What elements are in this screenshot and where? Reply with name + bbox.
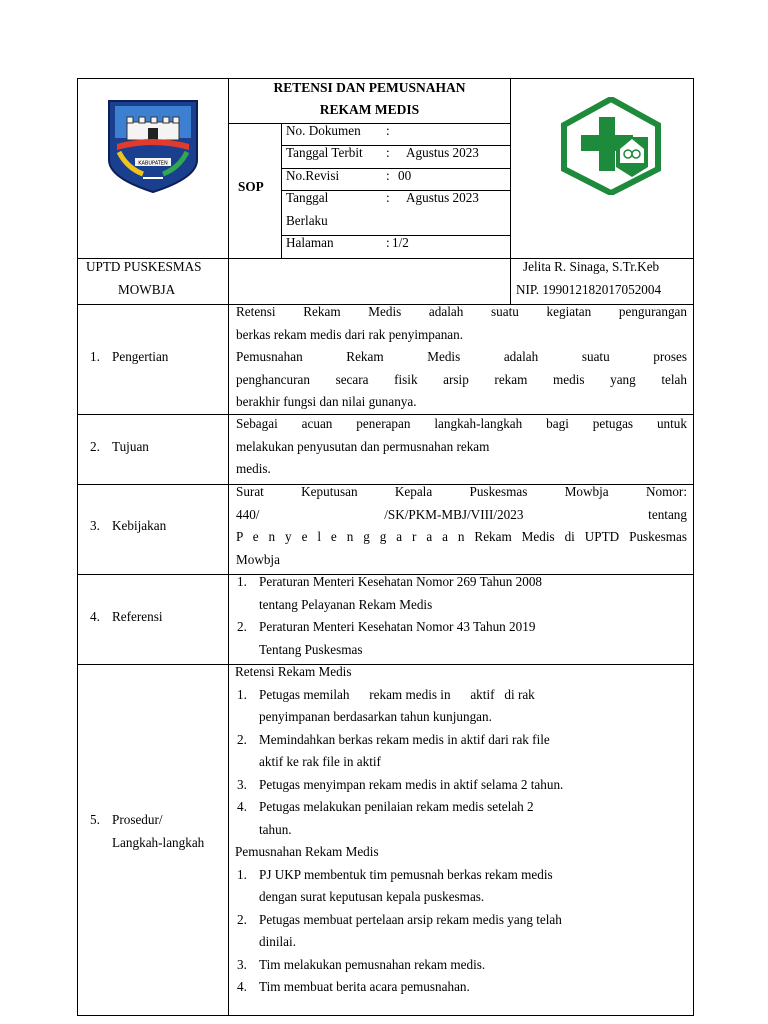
field-value: Agustus 2023 — [406, 190, 479, 205]
content-line: berakhir fungsi dan nilai gunanya. — [236, 394, 417, 409]
org-name-line-1: UPTD PUSKESMAS — [86, 259, 202, 274]
section-title: Pengertian — [112, 349, 169, 364]
section-content-prosedur — [231, 661, 687, 999]
item-line: penyimpanan berdasarkan tahun kunjungan. — [259, 709, 492, 724]
list-item — [231, 976, 687, 999]
section-number: 3. — [90, 518, 100, 533]
field-sep: : — [386, 145, 390, 160]
regency-emblem-icon — [105, 98, 201, 194]
field-label: No.Revisi — [286, 168, 340, 183]
title-line-1: RETENSI DAN PEMUSNAHAN — [273, 80, 466, 95]
item-line: dengan surat keputusan kepala puskesmas. — [259, 889, 485, 904]
section-title: Tujuan — [112, 439, 149, 454]
list-item — [231, 774, 687, 797]
item-line: tahun. — [259, 821, 292, 837]
content-line: Surat Keputusan Kepala Puskesmas Mowbja Nomor: — [236, 484, 687, 499]
list-item — [231, 954, 687, 977]
content-line: penghancuran secara fisik arsip rekam medis yang telah — [236, 371, 687, 387]
section-label-kebijakan — [90, 515, 166, 538]
item-line: aktif ke rak file in aktif — [259, 754, 381, 769]
section-content-pengertian — [236, 301, 687, 414]
content-line: Retensi Rekam Medis adalah suatu kegiatan pengurangan — [236, 304, 687, 319]
item-line: Petugas melakukan penilaian rekam medis setelah 2 — [259, 799, 534, 814]
section-title: Referensi — [112, 609, 163, 624]
table-border-right — [693, 78, 694, 1016]
content-line: P e n y e l e n g g a r a a n Rekam Medis di UPTD Puskesmas — [236, 529, 687, 544]
document-title — [229, 77, 510, 121]
item-line: Peraturan Menteri Kesehatan Nomor 43 Tahun 2019 — [259, 619, 536, 634]
table-divider — [228, 304, 229, 1016]
item-number: 2. — [237, 731, 247, 747]
list-item — [231, 729, 687, 774]
item-line: Tim membuat berita acara pemusnahan. — [259, 979, 470, 994]
sop-label: SOP — [238, 179, 264, 194]
puskesmas-cross-icon — [560, 97, 662, 195]
emblem-ribbon-text: KABUPATEN — [138, 160, 168, 167]
content-line: medis. — [236, 461, 271, 476]
section-number: 1. — [90, 349, 100, 364]
section-label-referensi — [90, 606, 163, 629]
section-label-prosedur — [90, 809, 204, 854]
item-line: dinilai. — [259, 934, 296, 949]
item-number: 3. — [237, 776, 247, 792]
table-border-bottom — [77, 1015, 694, 1016]
section-title: Kebijakan — [112, 518, 167, 533]
section-title-2: Langkah-langkah — [112, 834, 205, 850]
field-sep: : — [386, 190, 390, 205]
item-line: Tim melakukan pemusnahan rekam medis. — [259, 956, 486, 972]
list-item — [231, 909, 687, 954]
field-value: 1/2 — [392, 235, 409, 250]
item-number: 1. — [237, 686, 247, 702]
field-label: Berlaku — [286, 213, 328, 228]
section-number: 5. — [90, 812, 100, 827]
retensi-heading: Retensi Rekam Medis — [235, 664, 352, 679]
field-value: 00 — [398, 168, 412, 183]
title-line-2: REKAM MEDIS — [319, 102, 420, 117]
section-content-tujuan — [236, 413, 687, 481]
item-number: 2. — [237, 619, 247, 634]
item-number: 2. — [237, 911, 247, 927]
list-item — [231, 616, 687, 661]
item-line: Petugas membuat pertelaan arsip rekam medis yang telah — [259, 911, 562, 927]
item-number: 4. — [237, 799, 247, 814]
list-item — [231, 864, 687, 909]
section-number: 4. — [90, 609, 100, 624]
signer-nip: NIP. 199012182017052004 — [516, 282, 662, 297]
field-sep: : — [386, 123, 390, 138]
content-line: Mowbja — [236, 551, 280, 567]
content-line: Pemusnahan Rekam Medis adalah suatu proses — [236, 349, 687, 364]
section-number: 2. — [90, 439, 100, 454]
org-name-line-2: MOWBJA — [118, 282, 176, 297]
section-title: Prosedur/ — [112, 812, 163, 827]
field-label: No. Dokumen — [286, 123, 361, 138]
table-divider — [228, 123, 510, 124]
section-label-tujuan — [90, 436, 149, 459]
table-border-left — [77, 78, 78, 1016]
section-content-kebijakan — [236, 481, 687, 571]
field-value: Agustus 2023 — [406, 145, 479, 160]
content-line: melakukan penyusutan dan permusnahan rekam — [236, 438, 490, 454]
section-label-pengertian — [90, 346, 168, 369]
item-line: Tentang Puskesmas — [259, 641, 363, 657]
item-line: Petugas memilah rekam medis in aktif di rak — [259, 686, 535, 702]
item-number: 3. — [237, 956, 247, 972]
field-label: Halaman — [286, 235, 334, 250]
item-number: 1. — [237, 866, 247, 882]
table-divider — [510, 78, 511, 305]
field-label: Tanggal — [286, 190, 329, 205]
pemusnahan-heading: Pemusnahan Rekam Medis — [235, 844, 379, 859]
signer-name: Jelita R. Sinaga, S.Tr.Keb — [523, 259, 660, 274]
item-number: 1. — [237, 574, 247, 589]
item-line: Peraturan Menteri Kesehatan Nomor 269 Tahun 2008 — [259, 574, 543, 589]
field-sep: : — [386, 168, 390, 183]
field-label: Tanggal Terbit — [286, 145, 363, 160]
field-sep: : — [386, 235, 390, 250]
content-line: berkas rekam medis dari rak penyimpanan. — [236, 326, 464, 342]
list-item — [231, 684, 687, 729]
section-content-referensi — [231, 571, 687, 661]
item-line: Petugas menyimpan rekam medis in aktif selama 2 tahun. — [259, 776, 564, 792]
list-item — [231, 571, 687, 616]
item-number: 4. — [237, 979, 247, 994]
content-line: Sebagai acuan penerapan langkah-langkah bagi petugas untuk — [236, 416, 687, 431]
item-line: tentang Pelayanan Rekam Medis — [259, 596, 433, 612]
list-item — [231, 796, 687, 841]
item-line: Memindahkan berkas rekam medis in aktif dari rak file — [259, 731, 550, 747]
content-line: 440/ /SK/PKM-MBJ/VIII/2023 tentang — [236, 506, 687, 522]
item-line: PJ UKP membentuk tim pemusnah berkas rekam medis — [259, 866, 553, 882]
